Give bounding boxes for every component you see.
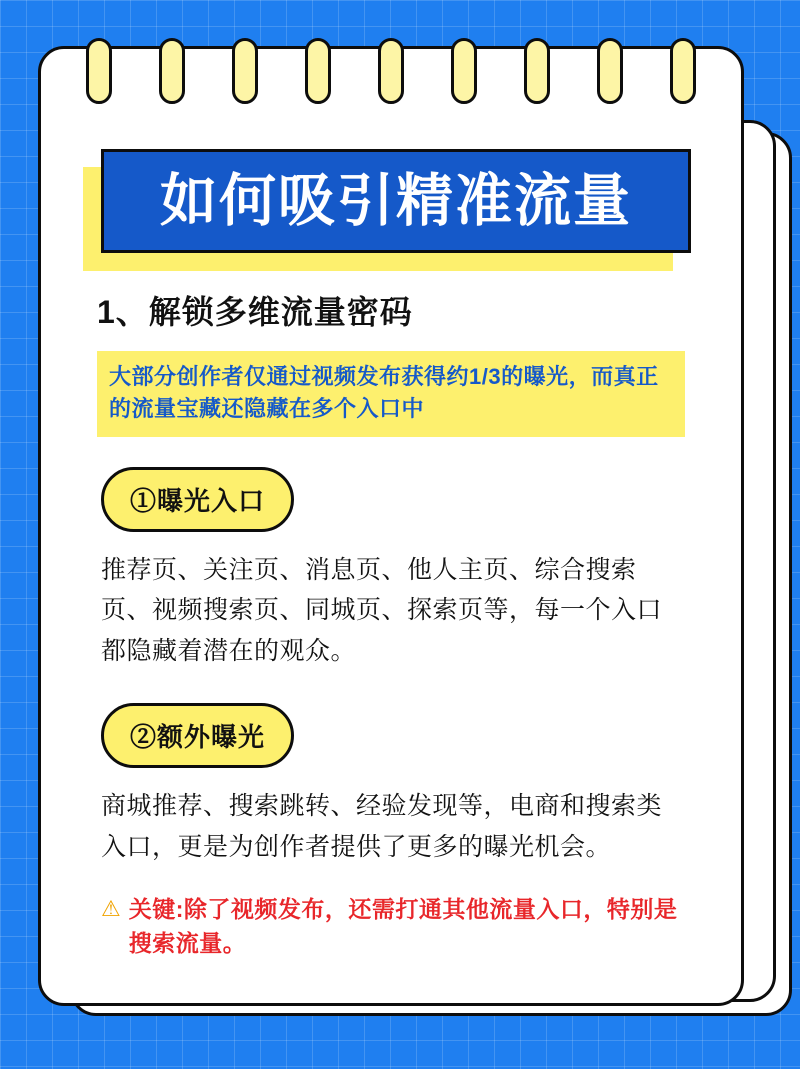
note-card [38, 46, 744, 1006]
content-block-1 [75, 461, 707, 672]
section-heading: 1、解锁多维流量密码 [97, 294, 413, 330]
block-text-1: 推荐页、关注页、消息页、他人主页、综合搜索页、视频搜索页、同城页、探索页等，每一个入口都隐藏着潜在的观众。 [101, 555, 663, 665]
title-block [101, 149, 701, 261]
highlight-text: 大部分创作者仅通过视频发布获得约1/3的曝光，而真正的流量宝藏还隐藏在多个入口中 [109, 364, 659, 421]
block-label-2: ②额外曝光 [101, 703, 294, 768]
title-banner [101, 149, 691, 253]
key-callout-text: 关键:除了视频发布，还需打通其他流量入口，特别是搜索流量。 [128, 896, 678, 956]
block-text-2: 商城推荐、搜索跳转、经验发现等，电商和搜索类入口，更是为创作者提供了更多的曝光机会。 [101, 792, 663, 861]
key-callout [101, 893, 681, 960]
block-label-1: ①曝光入口 [101, 467, 294, 532]
content-block-2 [75, 697, 707, 867]
note-content [41, 49, 741, 980]
warning-icon: ⚠ [101, 896, 121, 922]
highlight-callout [97, 351, 685, 437]
page-title: 如何吸引精准流量 [160, 168, 632, 233]
